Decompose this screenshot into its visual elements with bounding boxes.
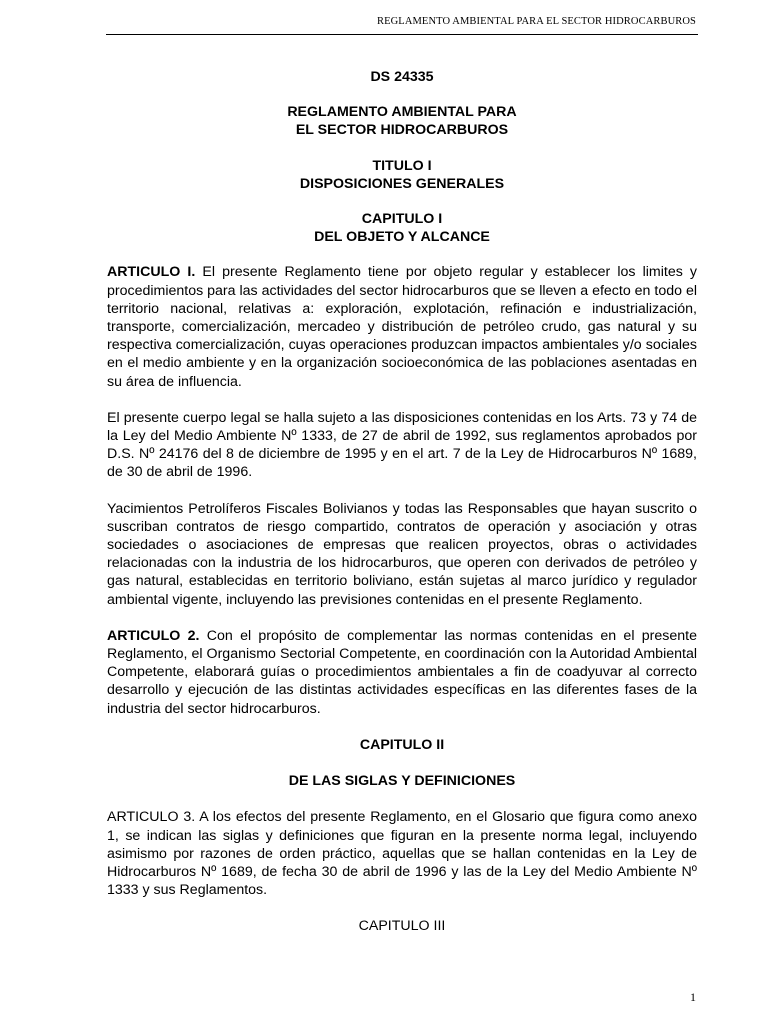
decree-heading: [107, 68, 697, 86]
document-title: [107, 103, 697, 139]
article-1: [107, 263, 697, 390]
chapter-1-name: DEL OBJETO Y ALCANCE: [314, 229, 490, 246]
running-header: REGLAMENTO AMBIENTAL PARA EL SECTOR HIDROCARBUROS: [377, 16, 696, 27]
article-2-text: Con el propósito de complementar las normas contenidas en el presente Reglamento, el Organismo Sectorial Competente, en coordinación con la Autoridad Ambiental Competente, elaborará guías o procedimientos ambientales a fin de coadyuvar al correcto desarrollo y ejecución de las distintas actividades específicas en las diferentes fases de la industria del sector hidrocarburos.: [107, 627, 697, 717]
decree-number: DS 24335: [370, 69, 434, 85]
title-line-2: EL SECTOR HIDROCARBUROS: [295, 122, 509, 139]
paragraph-2: El presente cuerpo legal se halla sujeto a las disposiciones contenidas en los Arts. 73 y 74 de la Ley del Medio Ambiente Nº 1333, de 27 de abril de 1992, sus reglamentos aprobados por D.S. Nº 24176 del 8 de diciembre de 1995 y en el art. 7 de la Ley de Hidrocarburos Nº 1689, de 30 de abril de 1996.: [107, 409, 697, 481]
chapter-2-number: CAPITULO II: [359, 736, 445, 753]
chapter-1-number: CAPITULO I: [361, 211, 443, 228]
paragraph-3: Yacimientos Petrolíferos Fiscales Bolivianos y todas las Responsables que hayan suscrito o suscriban contratos de riesgo compartido, contratos de operación y asociación y otras sociedades o asociaciones de empresas que realicen proyectos, obras o actividades relacionadas con la industria de los hidrocarburos, que operen con derivados de petróleo y gas natural, establecidas en territorio boliviano, están sujetas al marco jurídico y regulador ambiental vigente, incluyendo las previsiones contenidas en el presente Reglamento.: [107, 500, 697, 608]
article-1-text: El presente Reglamento tiene por objeto regular y establecer los limites y procedimientos para las actividades del sector hidrocarburos que se lleven a efecto en todo el territorio nacional, relativas a: exploración, explotación, refinación e industrialización, transporte, comercialización, mercadeo y distribución de petróleo crudo, gas natural y su respectiva comercialización, cuyas operaciones produzcan impactos ambientales y/o sociales en el medio ambiente y en la organización socioeconómica de las poblaciones asentadas en su área de influencia.: [107, 264, 698, 390]
page-number: 1: [690, 990, 696, 1004]
chapter-2-name-block: [107, 772, 697, 790]
article-1-label: ARTICULO I.: [107, 264, 196, 281]
chapter-1-heading: [107, 210, 697, 246]
document-body: [107, 68, 697, 936]
header-rule: [106, 34, 698, 35]
chapter-3-number: CAPITULO III: [358, 918, 446, 935]
article-2-label: ARTICULO 2.: [107, 627, 200, 644]
titulo-heading: [107, 157, 697, 193]
article-3: ARTICULO 3. A los efectos del presente Reglamento, en el Glosario que figura como anexo 1, se indican las siglas y definiciones que figuran en la presente norma legal, incluyendo asimismo por razones de orden práctico, aquellas que se hallan contenidas en la Ley de Hidrocarburos Nº 1689, de fecha 30 de abril de 1996 y las de la Ley del Medio Ambiente Nº 1333 y sus Reglamentos.: [107, 809, 697, 899]
chapter-2-number-block: [107, 736, 697, 754]
titulo-number: TITULO I: [372, 157, 432, 174]
titulo-name: DISPOSICIONES GENERALES: [299, 175, 505, 192]
title-line-1: REGLAMENTO AMBIENTAL PARA: [287, 104, 517, 121]
article-2: [107, 627, 697, 718]
chapter-2-name: DE LAS SIGLAS Y DEFINICIONES: [288, 773, 516, 790]
